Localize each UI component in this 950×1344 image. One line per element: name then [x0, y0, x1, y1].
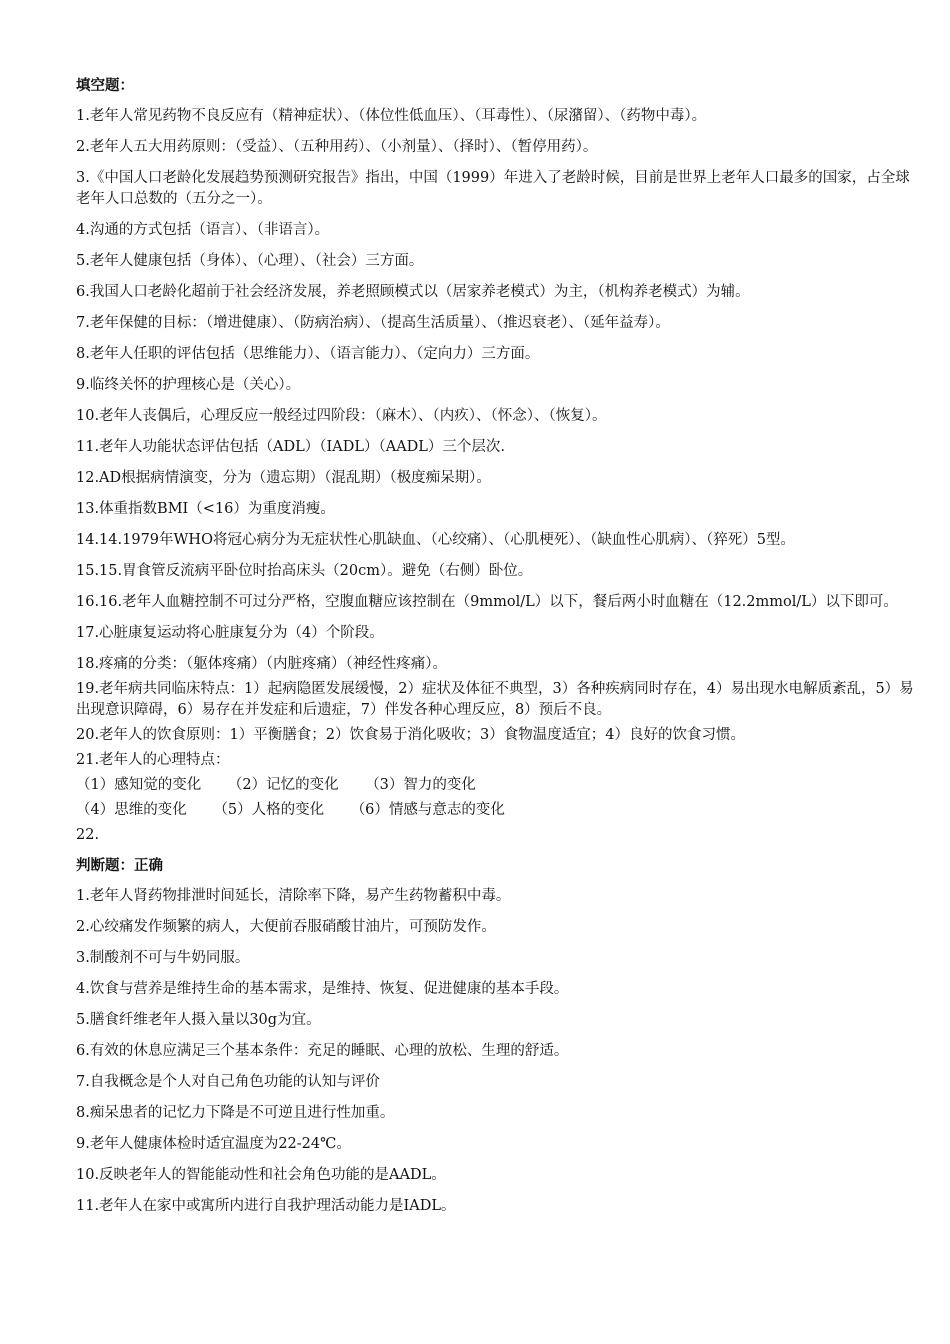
fill-item-11: 11.老年人功能状态评估包括（ADL）（IADL）（AADL）三个层次.: [76, 439, 506, 455]
fill-item-4: 4.沟通的方式包括（语言）、（非语言）。: [76, 222, 330, 238]
q21-trait: （2）记忆的变化: [227, 777, 339, 793]
judge-item-11: 11.老年人在家中或寓所内进行自我护理活动能力是IADL。: [76, 1198, 456, 1214]
fill-item-5: 5.老年人健康包括（身体）、（心理）、（社会）三方面。: [76, 253, 424, 269]
fill-item-12: 12.AD根据病情演变，分为（遗忘期）（混乱期）（极度痴呆期）。: [76, 470, 491, 486]
fill-item-2: 2.老年人五大用药原则：（受益）、（五种用药）、（小剂量）、（择时）、（暂停用药）。: [76, 139, 598, 155]
q21-traits-row-1: [76, 775, 918, 796]
q21-trait: （6）情感与意志的变化: [350, 802, 505, 818]
fill-item-20: 20.老年人的饮食原则：1）平衡膳食；2）饮食易于消化吸收；3）食物温度适宜；4）良好的饮食习惯。: [76, 727, 745, 743]
fill-item-10: 10.老年人丧偶后，心理反应一般经过四阶段：（麻木）、（内疚）、（怀念）、（恢复）。: [76, 408, 607, 424]
q21-trait: （5）人格的变化: [213, 802, 325, 818]
q21-trait: （3）智力的变化: [365, 777, 476, 793]
judge-item-6: 6.有效的休息应满足三个基本条件：充足的睡眠、心理的放松、生理的舒适。: [76, 1043, 569, 1059]
document-page: [76, 76, 918, 1227]
judge-item-3: 3.制酸剂不可与牛奶同服。: [76, 950, 250, 966]
fill-item-14: 14.14.1979年WHO将冠心病分为无症状性心肌缺血、（心绞痛）、（心肌梗死）、（缺血性心肌病）、（猝死）5型。: [76, 532, 795, 548]
judge-section-heading: 判断题：正确: [76, 858, 163, 874]
judge-item-8: 8.痴呆患者的记忆力下降是不可逆且进行性加重。: [76, 1105, 395, 1121]
q21-trait: （4）思维的变化: [76, 802, 187, 818]
fill-item-13: 13.体重指数BMI（<16）为重度消瘦。: [76, 501, 335, 517]
judge-item-10: 10.反映老年人的智能能动性和社会角色功能的是AADL。: [76, 1167, 446, 1183]
fill-item-21: 21.老年人的心理特点：: [76, 752, 230, 768]
fill-item-8: 8.老年人任职的评估包括（思维能力）、（语言能力）、（定向力）三方面。: [76, 346, 540, 362]
judge-item-5: 5.膳食纤维老年人摄入量以30g为宜。: [76, 1012, 321, 1028]
judge-item-9: 9.老年人健康体检时适宜温度为22-24℃。: [76, 1136, 351, 1152]
judge-item-1: 1.老年人肾药物排泄时间延长，清除率下降，易产生药物蓄积中毒。: [76, 888, 511, 904]
fill-item-6: 6.我国人口老龄化超前于社会经济发展，养老照顾模式以（居家养老模式）为主，（机构养老模式）为辅。: [76, 284, 750, 300]
judge-item-7: 7.自我概念是个人对自己角色功能的认知与评价: [76, 1074, 380, 1090]
fill-item-7: 7.老年保健的目标：（增进健康）、（防病治病）、（提高生活质量）、（推迟衰老）、（延年益寿）。: [76, 315, 670, 331]
fill-item-18: 18.疼痛的分类：（躯体疼痛）（内脏疼痛）（神经性疼痛）。: [76, 656, 448, 672]
fill-item-22: 22.: [76, 827, 100, 843]
q21-trait: （1）感知觉的变化: [76, 777, 202, 793]
fill-item-1: 1.老年人常见药物不良反应有（精神症状）、（体位性低血压）、（耳毒性）、（尿潴留）、（药物中毒）。: [76, 108, 707, 124]
fill-item-17: 17.心脏康复运动将心脏康复分为（4）个阶段。: [76, 625, 384, 641]
fill-section-heading: 填空题：: [76, 78, 134, 94]
fill-item-3: 3.《中国人口老龄化发展趋势预测研究报告》指出，中国（1999）年进入了老龄时候，目前是世界上老年人口最多的国家，占全球老年人口总数的（五分之一）。: [76, 170, 910, 207]
fill-item-9: 9.临终关怀的护理核心是（关心）。: [76, 377, 301, 393]
judge-item-4: 4.饮食与营养是维持生命的基本需求，是维持、恢复、促进健康的基本手段。: [76, 981, 569, 997]
q21-traits-row-2: [76, 800, 918, 821]
fill-item-19: 19.老年病共同临床特点：1）起病隐匿发展缓慢，2）症状及体征不典型，3）各种疾病同时存在，4）易出现水电解质紊乱，5）易出现意识障碍，6）易存在并发症和后遗症，7）伴发各种心理反应，8）预后不良。: [76, 681, 914, 718]
fill-item-16: 16.16.老年人血糖控制不可过分严格，空腹血糖应该控制在（9mmol/L）以下，餐后两小时血糖在（12.2mmol/L）以下即可。: [76, 594, 898, 610]
fill-item-15: 15.15.胃食管反流病平卧位时抬高床头（20cm）。避免（右侧）卧位。: [76, 563, 533, 579]
judge-item-2: 2.心绞痛发作频繁的病人，大便前吞服硝酸甘油片，可预防发作。: [76, 919, 496, 935]
